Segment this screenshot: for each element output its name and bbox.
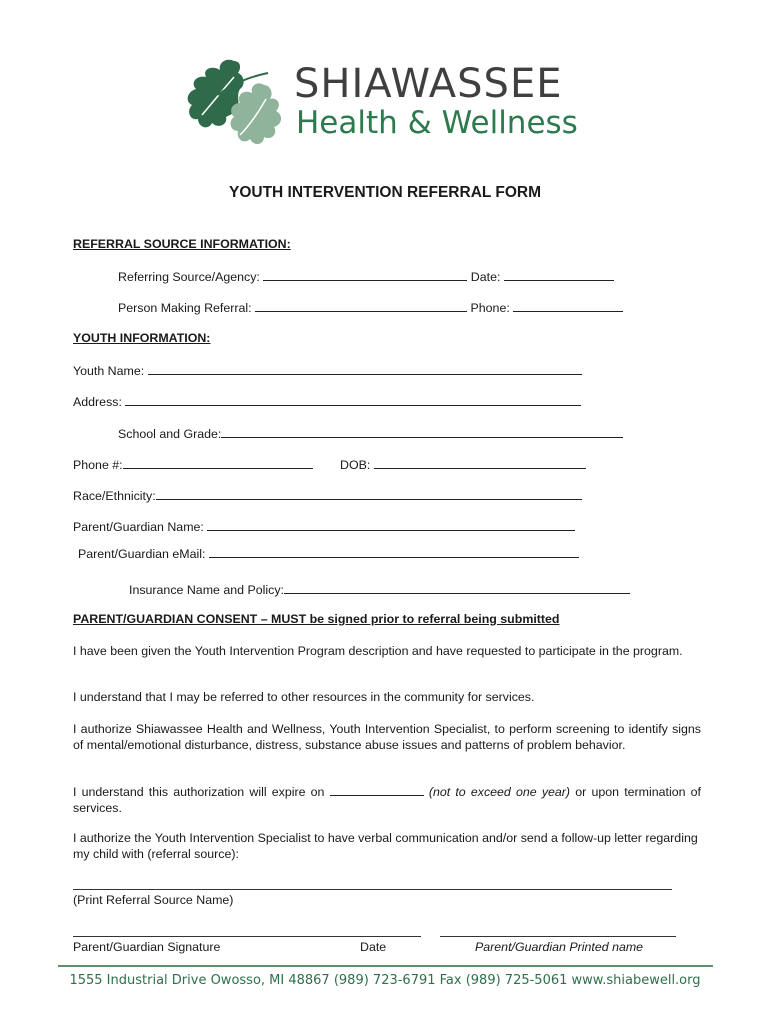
guardian-printed-name-line[interactable] [440,936,676,937]
youth-phone-field[interactable] [123,456,313,469]
youth-info-heading: YOUTH INFORMATION: [73,331,211,345]
guardian-signature-line[interactable] [73,936,421,937]
referral-phone-field[interactable] [513,299,623,312]
race-label: Race/Ethnicity: [73,489,156,503]
consent-paragraph-5: I authorize the Youth Intervention Specialist to have verbal communication and/or send a follow-up letter regarding my child with (referral source): [73,831,698,861]
youth-name-field[interactable] [148,362,582,375]
footer-divider [58,965,713,967]
expiry-text-after: or upon termination of services. [73,785,701,815]
school-label: School and Grade: [118,427,222,441]
referral-date-label: Date: [470,270,501,284]
expiry-note: (not to exceed one year) [428,785,571,799]
referral-source-heading: REFERRAL SOURCE INFORMATION: [73,237,291,251]
consent-paragraph-1: I have been given the Youth Intervention Program description and have requested to participate in the program. [73,644,683,658]
guardian-email-row [78,545,579,561]
school-field[interactable] [221,425,623,438]
expiry-text-before: I understand this authorization will expire on [73,785,325,799]
youth-name-label: Youth Name: [73,364,145,378]
logo-name-line1: SHIAWASSEE [294,61,563,107]
school-row [118,425,623,441]
logo [178,55,588,155]
insurance-label: Insurance Name and Policy: [129,583,284,597]
race-row [73,487,582,503]
consent-paragraph-3: I authorize Shiawassee Health and Wellness, Youth Intervention Specialist, to perform screening to identify signs of mental/emotional disturbance, distress, substance abuse issues and patterns of problem behavior. [73,722,701,752]
agency-field[interactable] [263,268,467,281]
expiry-date-field[interactable] [330,783,424,796]
agency-row [118,268,614,284]
youth-phone-label: Phone #: [73,458,123,472]
signature-date-label: Date [360,940,387,954]
person-field[interactable] [255,299,467,312]
logo-name-line2: Health & Wellness [296,105,578,141]
address-row [73,393,581,409]
guardian-email-label: Parent/Guardian eMail: [78,547,206,561]
person-row [118,299,623,315]
address-label: Address: [73,395,122,409]
address-field[interactable] [125,393,581,406]
race-field[interactable] [156,487,582,500]
dob-field[interactable] [374,456,586,469]
guardian-name-row [73,518,575,534]
signature-label: Parent/Guardian Signature [73,940,221,954]
agency-label: Referring Source/Agency: [118,270,260,284]
oak-leaf-icon [178,55,288,155]
insurance-field[interactable] [284,581,630,594]
youth-name-row [73,362,582,378]
footer-address: 1555 Industrial Drive Owosso, MI 48867 (989) 723-6791 Fax (989) 725-5061 www.shiabewell.org [69,973,701,988]
guardian-name-label: Parent/Guardian Name: [73,520,204,534]
printed-name-label [475,940,643,954]
referral-phone-label: Phone: [470,301,510,315]
dob-label: DOB: [340,458,371,472]
consent-heading: PARENT/GUARDIAN CONSENT – MUST be signed prior to referral being submitted [73,612,560,626]
print-source-label: (Print Referral Source Name) [73,893,234,907]
person-label: Person Making Referral: [118,301,252,315]
referral-source-name-line[interactable] [73,889,672,890]
consent-paragraph-2: I understand that I may be referred to other resources in the community for services. [73,690,535,704]
referral-date-field[interactable] [504,268,614,281]
dob-row [340,456,586,472]
guardian-email-field[interactable] [209,545,579,558]
youth-phone-row [73,456,313,472]
insurance-row [129,581,630,597]
form-title: YOUTH INTERVENTION REFERRAL FORM [228,184,542,201]
printed-name-text: Parent/Guardian Printed name [475,940,644,954]
consent-paragraph-4 [73,783,701,816]
guardian-name-field[interactable] [207,518,575,531]
